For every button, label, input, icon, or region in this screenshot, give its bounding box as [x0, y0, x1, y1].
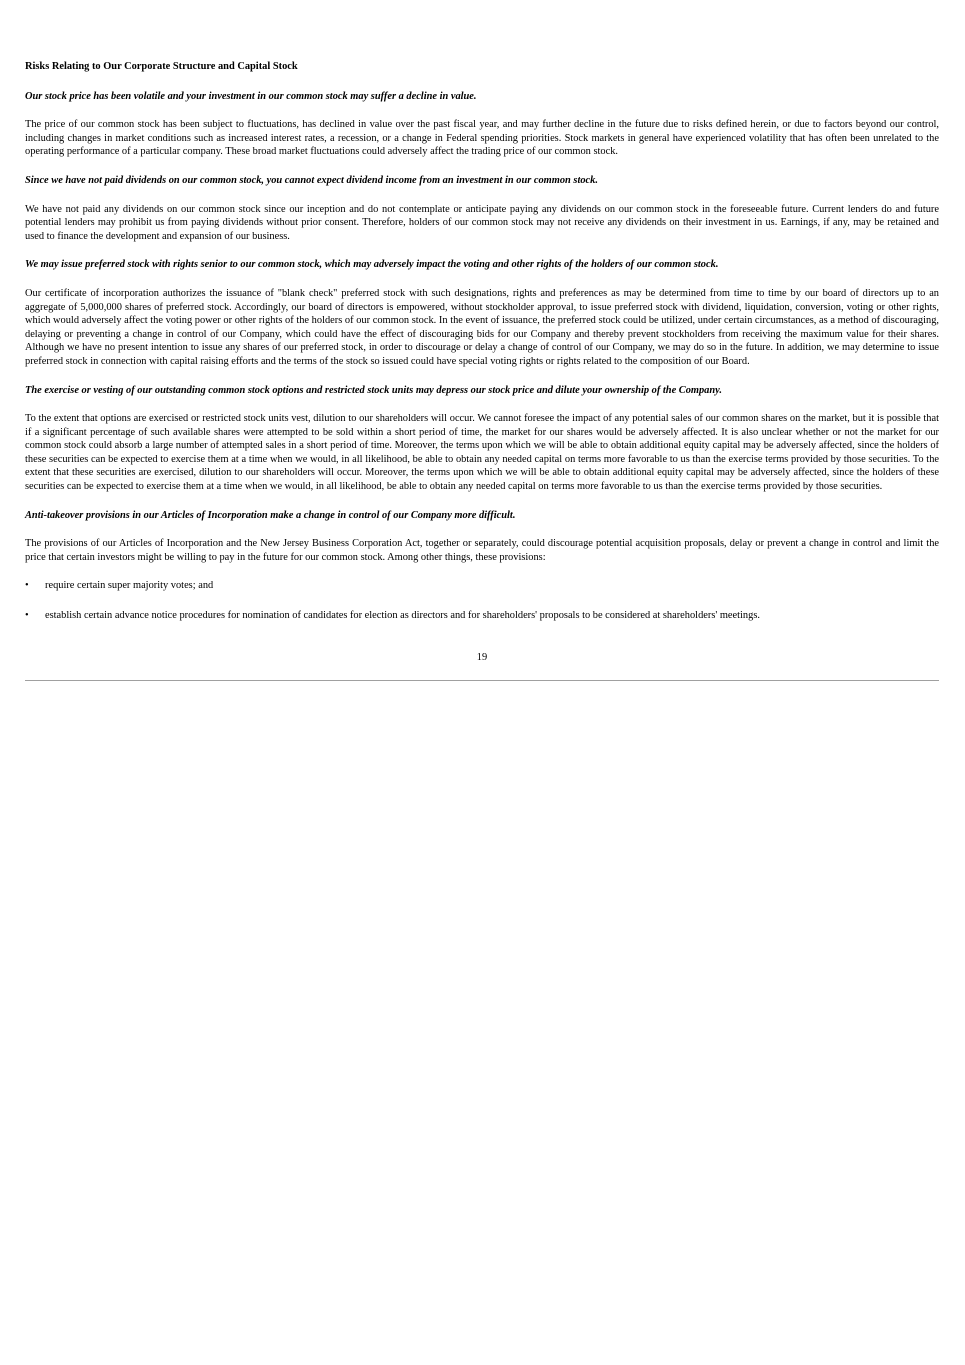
document-page	[25, 60, 939, 681]
risk-heading-anti-takeover: Anti-takeover provisions in our Articles of Incorporation make a change in control of our Company more difficult.	[25, 509, 516, 521]
risk-heading-dilution: The exercise or vesting of our outstanding common stock options and restricted stock units may depress our stock price and dilute your ownership of the Company.	[25, 384, 722, 396]
page-number: 19	[476, 651, 488, 663]
bullet-marker: •	[25, 580, 29, 592]
risk-body-preferred-stock: Our certificate of incorporation authorizes the issuance of "blank check" preferred stock with such designations, rights and preferences as may be determined from time to time by our board of directors up to an aggregate of 5,000,000 shares of preferred stock. Accordingly, our board of directors is empowered, without stockholder approval, to issue preferred stock with dividend, liquidation, conversion, voting or other rights, which would adversely affect the voting power or other rights of the holders of our common stock. In the event of issuance, the preferred stock could be utilized, under certain circumstances, as a method of discouraging, delaying or preventing a change in control of our Company, which could have the effect of discouraging bids for our Company and thereby prevent stockholders from receiving the maximum value for their shares. Although we have no present intention to issue any shares of our preferred stock, in order to discourage or delay a change of control of our Company, we may do so in the future. In addition, we may determine to issue preferred stock in connection with capital raising efforts and the terms of the stock so issued could have special voting rights or rights related to the composition of our Board.	[25, 287, 939, 367]
risk-heading-dividends: Since we have not paid dividends on our common stock, you cannot expect dividend income from an investment in our common stock.	[25, 174, 598, 186]
bullet-item	[25, 579, 939, 593]
bullet-text: establish certain advance notice procedures for nomination of candidates for election as directors and for shareholders' proposals to be considered at shareholders' meetings.	[45, 610, 760, 622]
bullet-marker: •	[25, 610, 29, 622]
risk-body-dividends: We have not paid any dividends on our common stock since our inception and do not contemplate or anticipate paying any dividends on our common stock in the foreseeable future. Current lenders do and future potential lenders may prohibit us from paying dividends without prior consent. Therefore, holders of our common stock may not receive any dividends on their investment in us. Earnings, if any, may be retained and used to finance the development and expansion of our business.	[25, 203, 939, 242]
bullet-text: require certain super majority votes; and	[45, 580, 214, 592]
bullet-item	[25, 609, 939, 623]
risk-heading-preferred-stock: We may issue preferred stock with rights senior to our common stock, which may adversely impact the voting and other rights of the holders of our common stock.	[25, 259, 719, 271]
risk-body-anti-takeover: The provisions of our Articles of Incorporation and the New Jersey Business Corporation Act, together or separately, could discourage potential acquisition proposals, delay or prevent a change in control and limit the price that certain investors might be willing to pay in the future for our common stock. Among other things, these provisions:	[25, 538, 939, 563]
section-title: Risks Relating to Our Corporate Structure and Capital Stock	[25, 61, 298, 72]
risk-body-stock-volatility: The price of our common stock has been subject to fluctuations, has declined in value over the past fiscal year, and may further decline in the future due to risks defined herein, or due to factors beyond our control, including changes in market conditions such as increased interest rates, a recession, or a change in Federal spending priorities. Stock markets in general have experienced volatility that has often been unrelated to the operating performance of a particular company. These broad market fluctuations could adversely affect the trading price of our common stock.	[25, 119, 939, 158]
risk-body-dilution: To the extent that options are exercised or restricted stock units vest, dilution to our shareholders will occur. We cannot foresee the impact of any potential sales of our common shares on the market, but it is possible that if a significant percentage of such available shares were attempted to be sold within a short period of time, the market for our shares would be adversely affected. It is also unclear whether or not the market for our common stock could absorb a large number of attempted sales in a short period of time. Moreover, the terms upon which we will be able to obtain additional equity capital may be adversely affected, since the holders of these securities can be expected to exercise them at a time when we would, in all likelihood, be able to obtain any needed capital on terms more favorable to us than the exercise terms provided by those securities. To the extent that these securities are exercised, dilution to our shareholders will occur. Moreover, the terms upon which we will be able to obtain additional equity capital may be adversely affected, since the holders of these securities can be expected to exercise them at a time when we would, in all likelihood, be able to obtain any needed capital on terms more favorable to us than the exercise terms provided by those securities.	[25, 413, 939, 493]
risk-heading-stock-volatility: Our stock price has been volatile and your investment in our common stock may suffer a decline in value.	[25, 90, 477, 102]
page-divider	[25, 680, 939, 681]
